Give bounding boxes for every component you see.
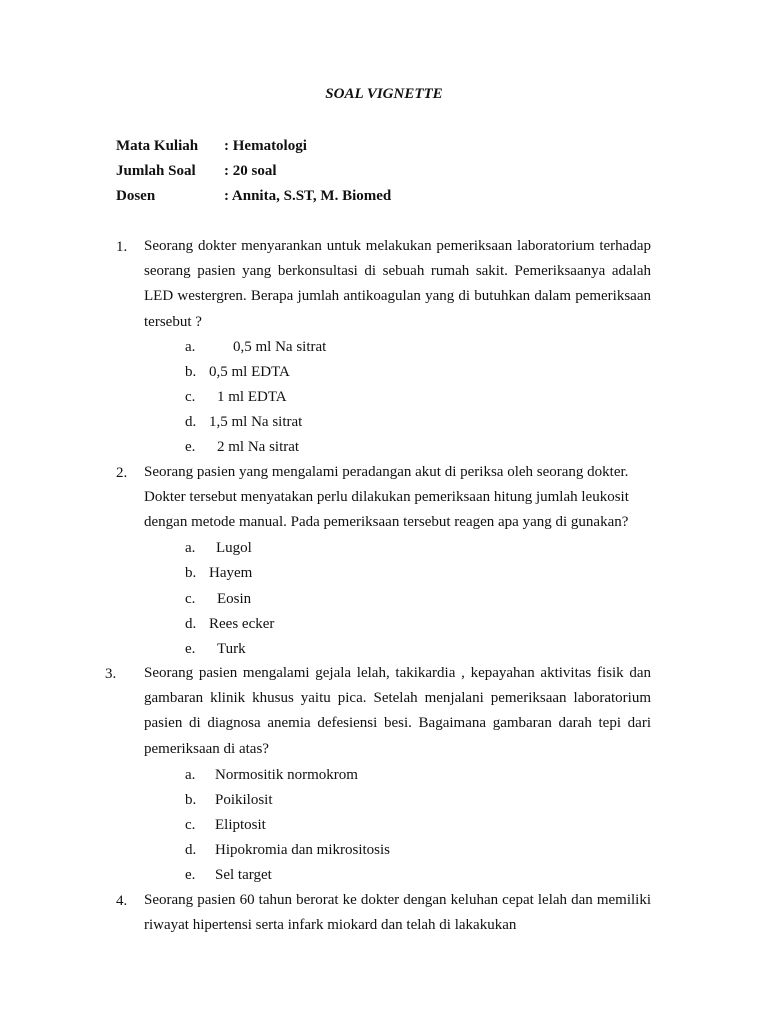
- option-letter: c.: [185, 817, 196, 833]
- option-letter: e.: [185, 867, 196, 883]
- option-letter: d.: [185, 414, 197, 430]
- option-letter: b.: [185, 565, 197, 581]
- option-text: 1 ml EDTA: [217, 389, 287, 405]
- question-text: Seorang pasien mengalami gejala lelah, takikardia , kepayahan aktivitas fisik dan gambaran klinik khusus yaitu pica. Setelah menjalani pemeriksaan laboratorium pasien di diagnosa anemia defesiensi besi. Bagaimana gambaran darah tepi dari pemeriksaan di atas?: [144, 665, 651, 757]
- option-text: 0,5 ml EDTA: [209, 364, 290, 380]
- option-text: Rees ecker: [209, 616, 275, 632]
- option-letter: d.: [185, 616, 197, 632]
- meta-label: Dosen: [116, 188, 156, 204]
- option-text: Eosin: [217, 591, 252, 607]
- question-text: Seorang pasien yang mengalami peradangan akut di periksa oleh seorang dokter. Dokter tersebut menyatakan perlu dilakukan pemeriksaan hitung jumlah leukosit dengan metode manual. Pada pemeriksaan tersebut reagen apa yang di gunakan?: [144, 464, 629, 531]
- option-text: Poikilosit: [215, 792, 273, 808]
- option-text: Hipokromia dan mikrositosis: [215, 842, 390, 858]
- option-letter: b.: [185, 792, 197, 808]
- question-text: Seorang pasien 60 tahun berorat ke dokter dengan keluhan cepat lelah dan memiliki riwayat hipertensi serta infark miokard dan telah di lakakukan: [144, 892, 651, 934]
- option-text: Sel target: [215, 867, 272, 883]
- option-letter: a.: [185, 767, 196, 783]
- question-number: 3.: [105, 666, 117, 682]
- option-letter: a.: [185, 339, 196, 355]
- option-text: 0,5 ml Na sitrat: [233, 339, 327, 355]
- option-letter: b.: [185, 364, 197, 380]
- option-text: Turk: [217, 641, 246, 657]
- option-text: 2 ml Na sitrat: [217, 439, 300, 455]
- document-title: SOAL VIGNETTE: [325, 86, 443, 102]
- meta-value: : 20 soal: [224, 163, 277, 179]
- question-text: Seorang dokter menyarankan untuk melakukan pemeriksaan laboratorium terhadap seorang pasien yang berkonsultasi di sebuah rumah sakit. Pemeriksaanya adalah LED westergren. Berapa jumlah antikoagulan yang di butuhkan dalam pemeriksaan tersebut ?: [144, 238, 651, 330]
- option-letter: c.: [185, 389, 196, 405]
- option-text: 1,5 ml Na sitrat: [209, 414, 303, 430]
- question-number: 2.: [116, 465, 128, 481]
- meta-value: : Hematologi: [224, 138, 307, 154]
- option-text: Normositik normokrom: [215, 767, 358, 783]
- option-text: Hayem: [209, 565, 253, 581]
- option-letter: d.: [185, 842, 197, 858]
- question-number: 4.: [116, 893, 128, 909]
- option-letter: a.: [185, 540, 196, 556]
- option-letter: e.: [185, 439, 196, 455]
- option-text: Eliptosit: [215, 817, 266, 833]
- question-number: 1.: [116, 239, 128, 255]
- option-text: Lugol: [216, 540, 252, 556]
- option-letter: e.: [185, 641, 196, 657]
- option-letter: c.: [185, 591, 196, 607]
- meta-value: : Annita, S.ST, M. Biomed: [224, 188, 392, 204]
- meta-label: Mata Kuliah: [116, 138, 199, 154]
- meta-label: Jumlah Soal: [116, 163, 196, 179]
